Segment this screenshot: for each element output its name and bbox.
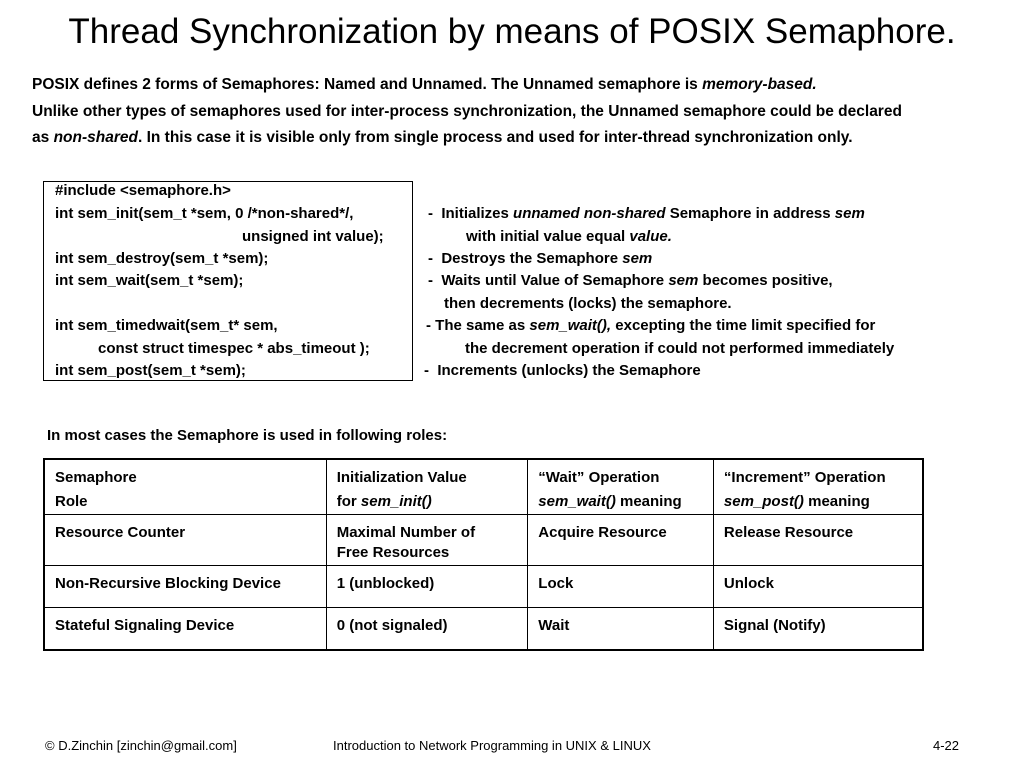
- header-init-line-2-emphasis: sem_init(): [360, 493, 432, 510]
- cell-role: Resource Counter: [44, 515, 326, 566]
- desc-wait-text-a: - Waits until Value of Semaphore: [428, 272, 669, 289]
- code-line-sem-init: int sem_init(sem_t *sem, 0 /*non-shared*/,: [55, 205, 354, 222]
- header-init-line-2-text: for: [336, 493, 361, 510]
- cell-wait: Wait: [528, 608, 714, 650]
- table-row: [44, 515, 923, 566]
- code-line-sem-init-cont: unsigned int value);: [242, 228, 384, 245]
- desc-init-text-b: Semaphore in address: [665, 205, 835, 222]
- header-role-line-2: Role: [55, 493, 88, 510]
- footer-page-number: 4-22: [933, 738, 960, 753]
- cell-increment: Signal (Notify): [713, 608, 923, 650]
- header-incr-line-2: [724, 490, 912, 514]
- header-wait-line-2: [538, 490, 703, 514]
- intro-line-3-text-a: as: [32, 129, 54, 146]
- table-row: [44, 566, 923, 608]
- header-init-line-1: Initialization Value: [336, 469, 467, 486]
- desc-init-text-a: - Initializes: [428, 205, 514, 222]
- code-line-sem-post: int sem_post(sem_t *sem);: [55, 362, 246, 379]
- code-line-sem-destroy: int sem_destroy(sem_t *sem);: [55, 250, 269, 267]
- desc-wait-text-b: becomes positive,: [698, 272, 833, 289]
- intro-text: [32, 72, 1002, 152]
- footer-course-title: Introduction to Network Programming in UNIX & LINUX: [333, 738, 651, 753]
- header-incr-line-2-text: meaning: [803, 493, 870, 510]
- header-role: [44, 459, 326, 515]
- desc-init-cont-text: with initial value equal: [466, 228, 630, 245]
- desc-init-emphasis: unnamed non-shared: [513, 205, 666, 222]
- cell-init-line-2: Free Resources: [336, 544, 450, 562]
- header-wait-op: [528, 459, 714, 515]
- desc-post: - Increments (unlocks) the Semaphore: [424, 362, 701, 379]
- desc-wait-emphasis: sem: [668, 272, 699, 289]
- intro-line-1: [32, 72, 1002, 99]
- footer-copyright: © D.Zinchin [zinchin@gmail.com]: [45, 738, 237, 753]
- header-wait-line-2-emphasis: sem_wait(): [538, 493, 616, 510]
- desc-destroy: [428, 250, 652, 267]
- cell-increment: Release Resource: [713, 515, 923, 566]
- roles-table: [43, 458, 924, 651]
- desc-timedwait: [426, 317, 875, 334]
- page-title: Thread Synchronization by means of POSIX Semaphore.: [68, 12, 956, 51]
- desc-timedwait-text-a: - The same as: [426, 317, 530, 334]
- cell-role: Non-Recursive Blocking Device: [44, 566, 326, 608]
- desc-timedwait-text-b: excepting the time limit specified for: [611, 317, 876, 334]
- intro-line-1-emphasis: memory-based.: [702, 76, 817, 93]
- header-incr-line-2-emphasis: sem_post(): [723, 493, 804, 510]
- cell-wait: Acquire Resource: [528, 515, 714, 566]
- header-init-line-2: [337, 490, 518, 514]
- cell-role: Stateful Signaling Device: [44, 608, 326, 650]
- cell-wait: Lock: [528, 566, 714, 608]
- intro-line-1-text: POSIX defines 2 forms of Semaphores: Named and Unnamed. The Unnamed semaphore is: [32, 76, 703, 93]
- cell-increment: Unlock: [713, 566, 923, 608]
- desc-init-cont: [466, 228, 672, 245]
- intro-line-3: [32, 125, 1002, 152]
- code-line-sem-timedwait: int sem_timedwait(sem_t* sem,: [55, 317, 278, 334]
- cell-init: 1 (unblocked): [326, 566, 528, 608]
- code-line-include: #include <semaphore.h>: [55, 182, 231, 199]
- cell-init: [326, 515, 528, 566]
- desc-wait: [428, 272, 833, 289]
- intro-line-2: Unlike other types of semaphores used for inter-process synchronization, the Unnamed semaphore could be declared: [32, 102, 902, 120]
- table-header-row: [44, 459, 923, 515]
- header-increment-op: [713, 459, 923, 515]
- cell-init: 0 (not signaled): [326, 608, 528, 650]
- header-incr-line-1: “Increment” Operation: [723, 469, 886, 486]
- code-line-sem-timedwait-cont: const struct timespec * abs_timeout );: [98, 340, 370, 357]
- code-line-sem-wait: int sem_wait(sem_t *sem);: [55, 272, 244, 289]
- desc-destroy-text: - Destroys the Semaphore: [428, 250, 623, 267]
- intro-line-3-text-b: . In this case it is visible only from single process and used for inter-thread synchronization only.: [137, 129, 853, 146]
- desc-init-emphasis-2: sem: [834, 205, 865, 222]
- desc-init-cont-emphasis: value.: [629, 228, 672, 245]
- desc-destroy-emphasis: sem: [622, 250, 653, 267]
- desc-timedwait-cont: the decrement operation if could not performed immediately: [465, 340, 895, 357]
- header-wait-line-1: “Wait” Operation: [538, 469, 660, 486]
- header-init-value: [326, 459, 528, 515]
- header-role-line-1: Semaphore: [55, 469, 137, 486]
- desc-timedwait-emphasis: sem_wait(),: [529, 317, 612, 334]
- desc-wait-cont: then decrements (locks) the semaphore.: [444, 295, 732, 312]
- intro-line-3-emphasis: non-shared: [53, 129, 138, 146]
- roles-label: In most cases the Semaphore is used in following roles:: [47, 427, 448, 444]
- desc-init: [428, 205, 865, 222]
- table-row: [44, 608, 923, 650]
- cell-init-line-1: Maximal Number of: [336, 524, 476, 542]
- header-wait-line-2-text: meaning: [615, 493, 682, 510]
